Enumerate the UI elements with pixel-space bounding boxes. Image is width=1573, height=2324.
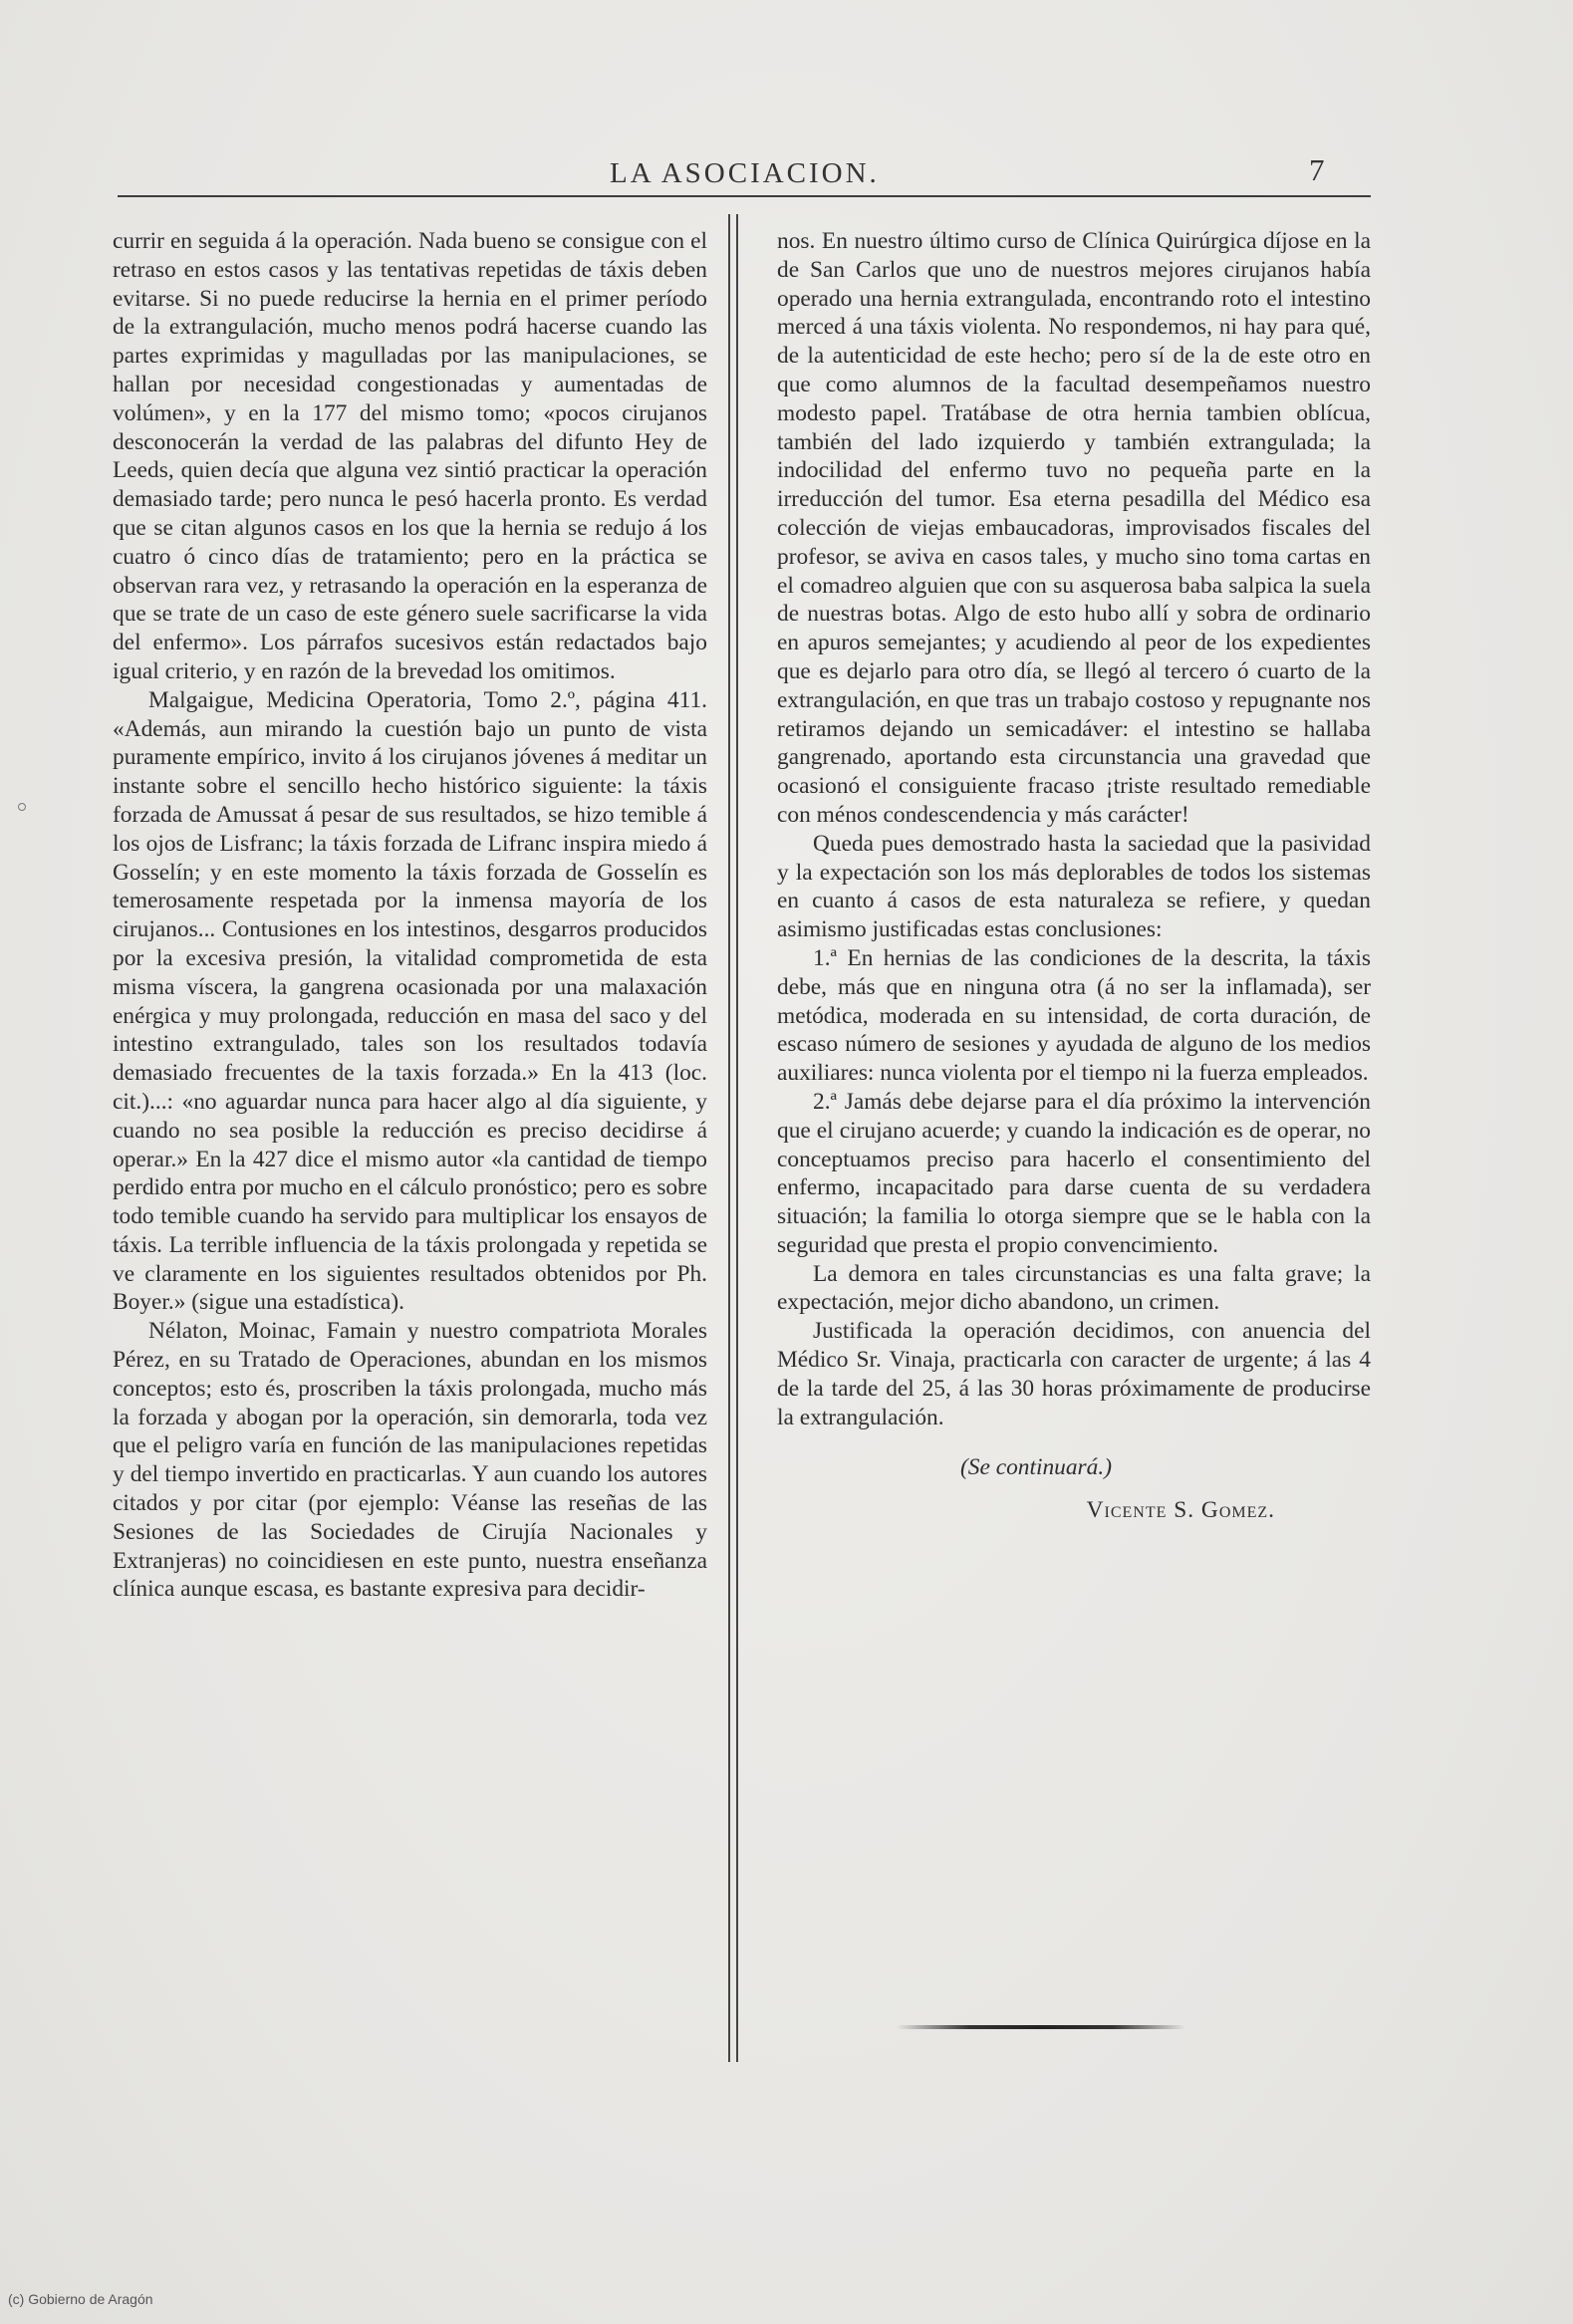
page-number: 7 (1309, 152, 1325, 187)
running-title: LA ASOCIACION. (610, 157, 880, 189)
conclusion-1: 1.ª En hernias de las condiciones de la descrita, la táxis debe, más que en ninguna otra (á no ser la inflamada), ser metódica, moderada en su intensidad, de corta duración, de escaso número de sesiones y ayudada de alguno de los medios auxiliares: nunca violenta por el tiempo ni la fuerza empleados. (777, 944, 1371, 1087)
copyright-notice: (c) Gobierno de Aragón (8, 2291, 153, 2307)
right-column (777, 227, 1371, 1525)
right-paragraph-1: nos. En nuestro último curso de Clínica Quirúrgica díjose en la de San Carlos que uno de nuestros mejores cirujanos había operado una hernia extrangulada, encontrando roto el intestino merced á una táxis violenta. No respondemos, ni hay para qué, de la autenticidad de este hecho; pero sí de la de este otro en que como alumnos de la facultad desempeñamos nuestro modesto papel. Tratábase de otra hernia tambien oblícua, también del lado izquierdo y también extrangulada; la indocilidad del enfermo tuvo no pequeña parte en la irreducción del tumor. Esa eterna pesadilla del Médico esa colección de viejas embaucadoras, improvisados fiscales del profesor, se aviva en casos tales, y mucho sino toma cartas en el comadreo alguien que con su asquerosa baba salpica la suela de nuestras botas. Algo de esto hubo allí y sobra de ordinario en apuros semejantes; y acudiendo al peor de los expedientes que es dejarlo para otro día, se llegó al tercero ó cuarto de la extrangulación, en que tras un trabajo costoso y repugnante nos retiramos dejando un semicadáver: el intestino se hallaba gangrenado, aportando esta circunstancia una gravedad que ocasionó el consiguiente fracaso ¡triste resultado remediable con ménos condescendencia y más carácter! (777, 228, 1371, 828)
left-paragraph-2: Malgaigue, Medicina Operatoria, Tomo 2.º, página 411. «Además, aun mirando la cuestión bajo un punto de vista puramente empírico, invito á los cirujanos jóvenes á meditar un instante sobre el sencillo hecho histórico siguiente: la táxis forzada de Amussat á pesar de sus resultados, se hizo temible á los ojos de Lisfranc; la táxis forzada de Lifranc inspira miedo á Gosselín; y en este momento la táxis forzada de Gosselín es temerosamente respetada por la inmensa mayoría de los cirujanos... Contusiones en los intestinos, desgarros producidos por la excesiva presión, la vitalidad comprometida de esta misma víscera, la gangrena ocasionada por una malaxación enérgica y muy prolongada, reducción en masa del saco y del intestino extrangulado, tales son los resultados todavía demasiado frecuentes de la taxis forzada.» En la 413 (loc. cit.)...: «no aguardar nunca para hacer algo al día siguiente, y cuando no sea posible la reducción es preciso decidirse á operar.» En la 427 dice el mismo autor «la cantidad de tiempo perdido entra por mucho en el cálculo pronóstico; pero es sobre todo temible cuando ha servido para multiplicar los ensayos de táxis. La terrible influencia de la táxis prolongada y repetida se ve claramente en los siguientes resultados obtenidos por Ph. Boyer.» (sigue una estadística). (113, 686, 707, 1316)
right-paragraph-3: La demora en tales circunstancias es una falta grave; la expectación, mejor dicho abandono, un crimen. (777, 1260, 1371, 1316)
margin-mark (18, 803, 26, 811)
left-column (113, 227, 707, 1604)
closing-rule (897, 2025, 1185, 2029)
right-paragraph-2: Queda pues demostrado hasta la saciedad que la pasividad y la expectación son los más deplorables de todos los sistemas en cuanto á casos de esta naturaleza se refiere, y quedan asimismo justificadas estas conclusiones: (777, 830, 1371, 943)
author-signature: Vicente S. Gomez. (1086, 1497, 1275, 1524)
column-divider (728, 214, 738, 2062)
right-paragraph-4: Justificada la operación decidimos, con anuencia del Médico Sr. Vinaja, practicarla con caracter de urgente; á las 4 de la tarde del 25, á las 30 horas próximamente de producirse la extrangulación. (777, 1318, 1371, 1430)
header-rule (118, 195, 1371, 197)
conclusion-2: 2.ª Jamás debe dejarse para el día próximo la intervención que el cirujano acuerde; y cuando la indicación es de operar, no conceptuamos preciso para hacerlo el consentimiento del enfermo, incapacitado para darse cuenta de su verdadera situación; la familia lo otorga siempre que se le habla con la seguridad que presta el propio convencimiento. (777, 1088, 1371, 1258)
left-paragraph-1: currir en seguida á la operación. Nada bueno se consigue con el retraso en estos casos y las tentativas repetidas de táxis deben evitarse. Si no puede reducirse la hernia en el primer período de la extrangulación, mucho menos podrá hacerse cuando las partes exprimidas y magulladas por las manipulaciones, se hallan por necesidad congestionadas y aumentadas de volúmen», y en la 177 del mismo tomo; «pocos cirujanos desconocerán la verdad de las palabras del difunto Hey de Leeds, quien decía que alguna vez sintió practicar la operación demasiado tarde; pero nunca le pesó hacerla pronto. Es verdad que se citan algunos casos en los que la hernia se redujo á los cuatro ó cinco días de tratamiento; pero en la práctica se observan rara vez, y retrasando la operación en la esperanza de que se trate de un caso de este género suele sacrificarse la vida del enfermo». Los párrafos sucesivos están redactados bajo igual criterio, y en razón de la brevedad los omitimos. (113, 228, 707, 684)
left-paragraph-3: Nélaton, Moinac, Famain y nuestro compatriota Morales Pérez, en su Tratado de Operaciones, abundan en los mismos conceptos; esto és, proscriben la táxis prolongada, mucho más la forzada y abogan por la operación, sin demorarla, toda vez que el peligro varía en función de las manipulaciones repetidas y del tiempo invertido en practicarlas. Y aun cuando los autores citados y por citar (por ejemplo: Véanse las reseñas de las Sesiones de las Sociedades de Cirujía Nacionales y Extranjeras) no coincidiesen en este punto, nuestra enseñanza clínica aunque escasa, es bastante expresiva para decidir- (113, 1318, 707, 1603)
continuation-note: (Se continuará.) (959, 1454, 1112, 1481)
